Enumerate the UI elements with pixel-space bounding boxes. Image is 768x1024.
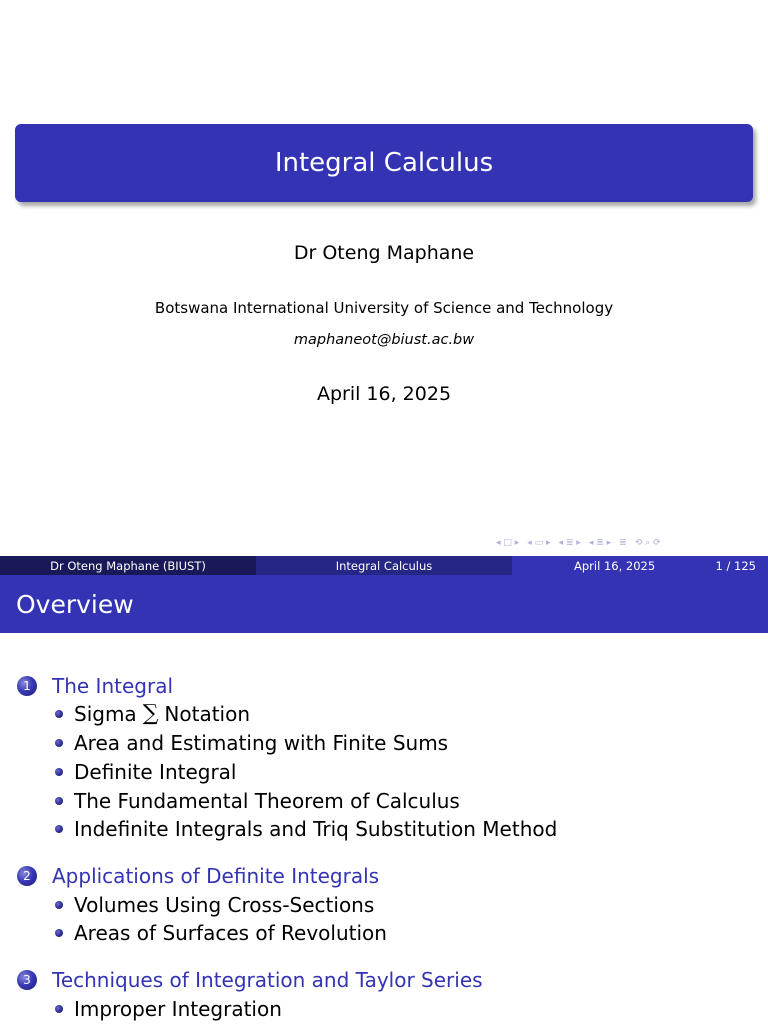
sigma-symbol: ∑ bbox=[142, 701, 159, 726]
institute-name: Botswana International University of Science and Technology bbox=[154, 299, 614, 317]
toc-section-2[interactable] bbox=[17, 864, 379, 888]
toc-subsection[interactable] bbox=[55, 893, 374, 917]
section-number-ball: 2 bbox=[17, 866, 37, 886]
footer-page-number: 1 / 125 bbox=[715, 558, 756, 573]
toc-subsection[interactable] bbox=[55, 789, 460, 813]
toc-subsection[interactable] bbox=[55, 997, 282, 1021]
nav-section-icon[interactable]: ◂ ≣ ▸ bbox=[558, 538, 581, 548]
toc-subsection[interactable] bbox=[55, 921, 387, 945]
footer-author: Dr Oteng Maphane (BIUST) bbox=[0, 556, 256, 575]
toc-subsection-text: Volumes Using Cross-Sections bbox=[74, 893, 375, 917]
toc-section-label[interactable]: Applications of Definite Integrals bbox=[52, 864, 380, 888]
presentation-title-box bbox=[15, 124, 753, 202]
footer-title: Integral Calculus bbox=[256, 556, 512, 575]
footer-date: April 16, 2025 bbox=[574, 558, 656, 573]
bullet-icon bbox=[55, 1005, 63, 1013]
bullet-icon bbox=[55, 825, 63, 833]
toc-subsection[interactable] bbox=[55, 731, 448, 755]
author-email: maphaneot@biust.ac.bw bbox=[293, 332, 475, 348]
toc-section-label[interactable]: Techniques of Integration and Taylor Series bbox=[52, 968, 483, 992]
bullet-icon bbox=[55, 797, 63, 805]
section-number-ball: 1 bbox=[17, 676, 37, 696]
frame-title-text: Overview bbox=[16, 589, 134, 619]
bullet-icon bbox=[55, 768, 63, 776]
nav-frame-icon[interactable]: ◂ □ ▸ bbox=[496, 538, 520, 548]
toc-subsection-text: Areas of Surfaces of Revolution bbox=[74, 921, 387, 945]
toc-section-1[interactable] bbox=[17, 674, 173, 698]
toc-subsection-text: Sigma bbox=[74, 702, 137, 726]
toc-subsection-text: Notation bbox=[164, 702, 251, 726]
presentation-date: April 16, 2025 bbox=[316, 383, 452, 405]
author-name: Dr Oteng Maphane bbox=[293, 242, 475, 264]
beamer-navigation-symbols[interactable] bbox=[496, 538, 661, 548]
bullet-icon bbox=[55, 901, 63, 909]
nav-subsection-icon[interactable]: ◂ ▭ ▸ bbox=[527, 538, 551, 548]
frame-title bbox=[0, 575, 768, 633]
toc-subsection-text: The Fundamental Theorem of Calculus bbox=[74, 789, 460, 813]
bullet-icon bbox=[55, 739, 63, 747]
section-number-ball: 3 bbox=[17, 970, 37, 990]
bullet-icon bbox=[55, 710, 63, 718]
toc-subsection-text: Area and Estimating with Finite Sums bbox=[74, 731, 449, 755]
toc-subsection[interactable] bbox=[55, 702, 250, 726]
toc-subsection[interactable] bbox=[55, 817, 557, 841]
toc-subsection[interactable] bbox=[55, 760, 237, 784]
toc-subsection-text: Indefinite Integrals and Triq Substitution Method bbox=[74, 817, 558, 841]
nav-search-icon[interactable]: ⟲ ⌕ ⟳ bbox=[634, 538, 661, 548]
slide-footer bbox=[0, 556, 768, 575]
footer-date-page bbox=[512, 556, 768, 575]
nav-document-icon[interactable]: ◂ ≣ ▸ bbox=[588, 538, 612, 548]
presentation-title: Integral Calculus bbox=[274, 148, 494, 178]
toc-section-label[interactable]: The Integral bbox=[52, 674, 174, 698]
toc-subsection-text: Improper Integration bbox=[74, 997, 282, 1021]
bullet-icon bbox=[55, 929, 63, 937]
toc-section-3[interactable] bbox=[17, 968, 483, 992]
toc-subsection-text: Definite Integral bbox=[74, 760, 237, 784]
nav-toc-icon[interactable]: ≣ bbox=[619, 538, 627, 548]
